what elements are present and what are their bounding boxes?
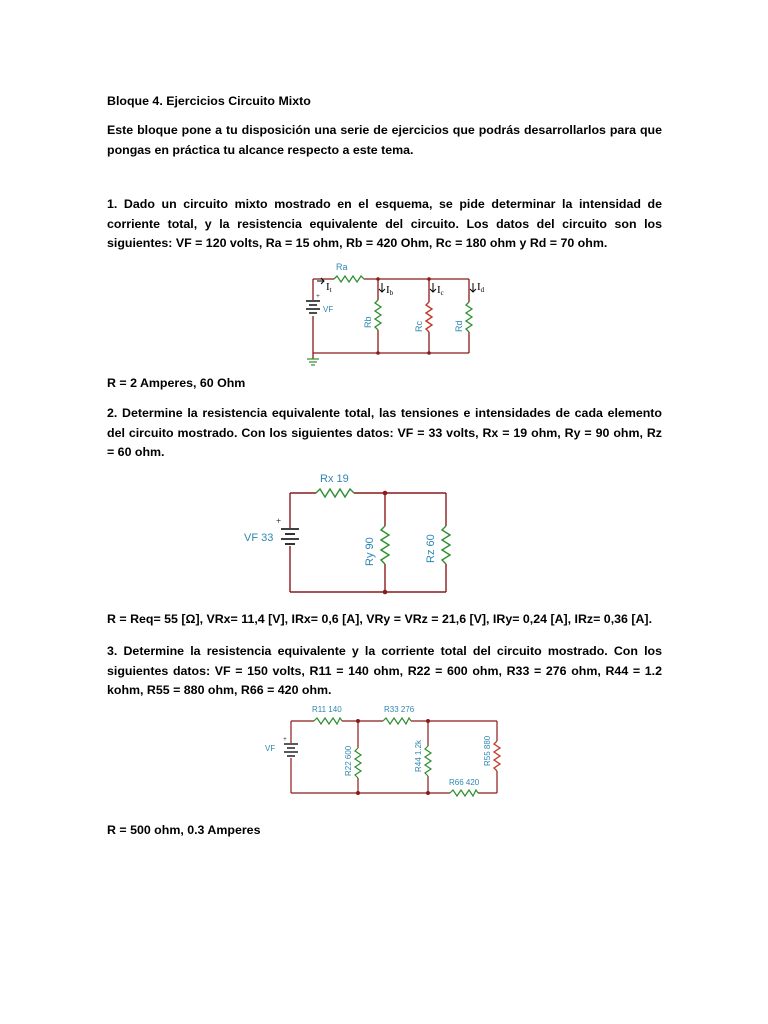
label-ib: Ib bbox=[386, 284, 394, 297]
exercise-3-answer: R = 500 ohm, 0.3 Amperes bbox=[107, 823, 261, 837]
exercise-2-circuit-diagram bbox=[236, 468, 466, 594]
label-r55: R55 880 bbox=[483, 735, 492, 766]
label-ra: Ra bbox=[336, 262, 348, 272]
document-title: Bloque 4. Ejercicios Circuito Mixto bbox=[107, 94, 311, 108]
label-r11: R11 140 bbox=[312, 705, 342, 714]
label-plus: + bbox=[316, 292, 320, 300]
label-ry: Ry 90 bbox=[364, 537, 376, 566]
exercise-1-answer: R = 2 Amperes, 60 Ohm bbox=[107, 376, 246, 390]
label-r22: R22 600 bbox=[344, 745, 353, 776]
label-it: It bbox=[326, 281, 332, 294]
label-r33: R33 276 bbox=[384, 705, 415, 714]
exercise-3-circuit-diagram bbox=[256, 700, 508, 798]
label-rx: Rx 19 bbox=[320, 473, 349, 485]
label-vf: VF bbox=[323, 305, 334, 314]
exercise-3-statement: 3. Determine la resistencia equivalente y la corriente total del circuito mostrado. Con los siguientes datos: VF = 150 volts, R11 = 140 ohm, R22 = 600 ohm, R33 = 276 ohm, R44 = 1.2 kohm, R55 = 880 ohm, R66 = 420 ohm. bbox=[107, 644, 662, 697]
label-vf: VF bbox=[265, 744, 276, 753]
exercise-1-statement: 1. Dado un circuito mixto mostrado en el esquema, se pide determinar la intensidad de corriente total, y la resistencia equivalente del circuito. Los datos del circuito son los siguientes: VF = 120 volts, Ra = 15 ohm, Rb = 420 Ohm, Rc = 180 ohm y Rd = 70 ohm. bbox=[107, 197, 662, 250]
document-intro: Este bloque pone a tu disposición una serie de ejercicios que podrás desarrollarlos para que pongas en práctica tu alcance respecto a este tema. bbox=[107, 123, 662, 157]
exercise-2-answer: R = Req= 55 [Ω], VRx= 11,4 [V], IRx= 0,6 [A], VRy = VRz = 21,6 [V], IRy= 0,24 [A], IRz= 0,36 [A]. bbox=[107, 612, 653, 626]
label-id: Id bbox=[477, 281, 485, 294]
label-ic: Ic bbox=[437, 284, 444, 297]
label-rb: Rb bbox=[363, 316, 373, 328]
label-rz: Rz 60 bbox=[425, 534, 437, 563]
label-rd: Rd bbox=[454, 320, 464, 332]
exercise-2-statement: 2. Determine la resistencia equivalente total, las tensiones e intensidades de cada elemento del circuito mostrado. Con los siguientes datos: VF = 33 volts, Rx = 19 ohm, Ry = 90 ohm, Rz = 60 ohm. bbox=[107, 406, 662, 459]
label-rc: Rc bbox=[414, 321, 424, 332]
label-vf: VF 33 bbox=[244, 532, 274, 544]
label-r44: R44 1.2k bbox=[414, 739, 423, 772]
label-plus: + bbox=[283, 735, 287, 743]
exercise-1-circuit-diagram bbox=[296, 256, 496, 370]
label-plus: + bbox=[276, 516, 282, 526]
label-r66: R66 420 bbox=[449, 778, 480, 787]
